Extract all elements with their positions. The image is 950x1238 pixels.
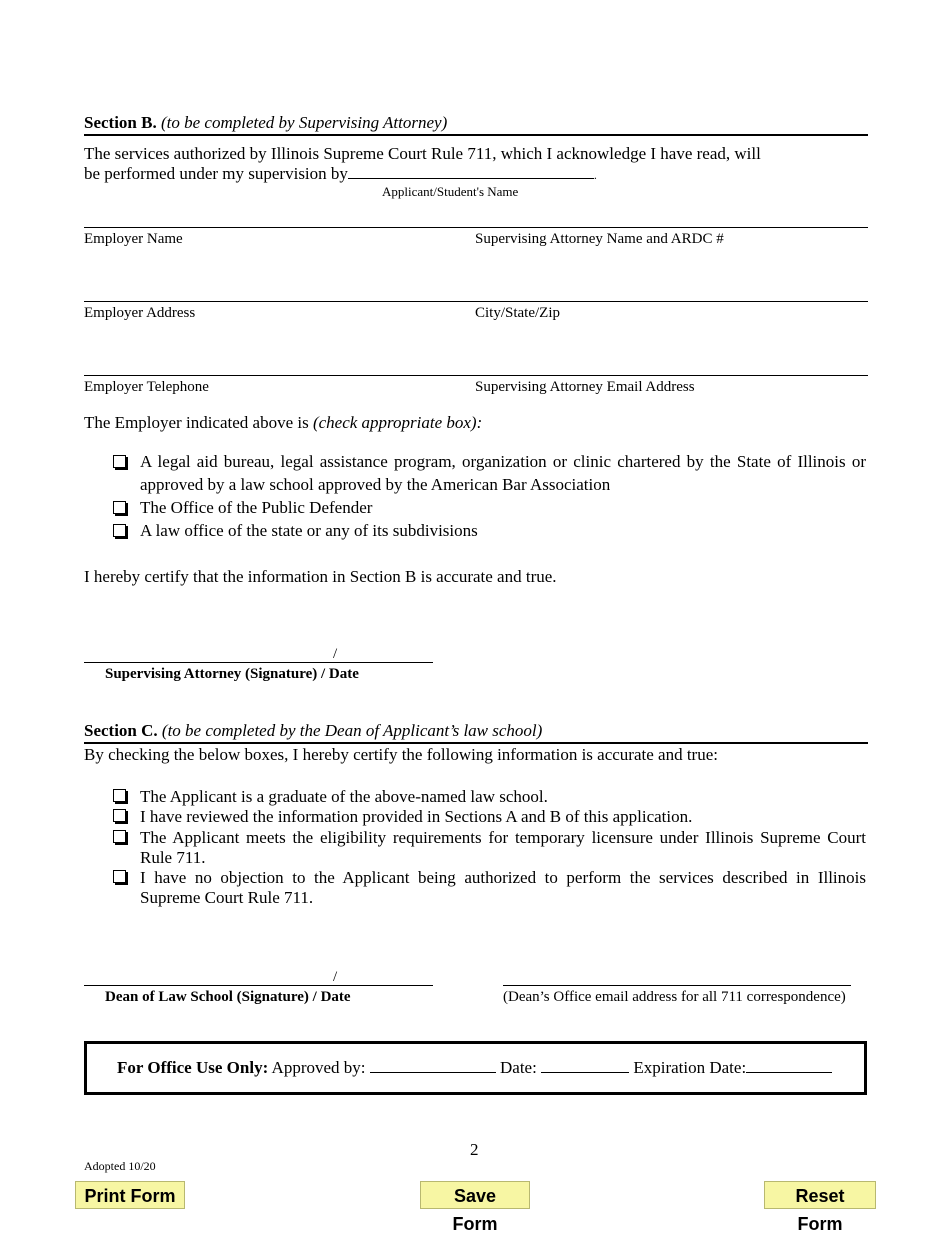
section-c-rule [84,742,868,744]
employer-name-rule[interactable] [84,227,868,228]
attorney-signature-caption: Supervising Attorney (Signature) / Date [105,666,359,682]
employer-telephone-label: Employer Telephone [84,379,209,395]
public-defender-option-label: The Office of the Public Defender [140,498,373,517]
no-objection-checkbox[interactable] [113,870,126,883]
applicant-name-field[interactable] [348,164,594,179]
save-form-button[interactable]: Save Form [420,1181,530,1209]
adopted-date: Adopted 10/20 [84,1159,156,1173]
dean-signature-line[interactable] [84,985,433,986]
employer-address-rule[interactable] [84,301,868,302]
approved-by-field[interactable] [370,1058,496,1073]
legal-aid-checkbox[interactable] [113,455,126,468]
reviewed-option-label: I have reviewed the information provided in Sections A and B of this application. [140,807,693,826]
section-b-heading: Section B. (to be completed by Supervising Attorney) [84,113,448,132]
state-law-office-checkbox[interactable] [113,524,126,537]
expiration-date-field[interactable] [746,1058,832,1073]
employer-address-label: Employer Address [84,305,196,321]
attorney-signature-slash: / [333,646,338,662]
supervising-attorney-email-label: Supervising Attorney Email Address [475,379,695,395]
legal-aid-option-label: A legal aid bureau, legal assistance program, organization or clinic chartered by the State of Illinois or approved by a law school approved by the American Bar Association [140,452,866,494]
dean-email-caption: (Dean’s Office email address for all 711 correspondence) [503,989,846,1005]
page-number: 2 [470,1140,479,1159]
section-c-intro: By checking the below boxes, I hereby certify the following information is accurate and true: [84,745,718,764]
no-objection-option-label: I have no objection to the Applicant being authorized to perform the services described in Illinois Supreme Court Rule 711. [140,868,866,907]
employer-prompt: The Employer indicated above is (check appropriate box): [84,413,483,432]
city-state-zip-label: City/State/Zip [475,305,560,321]
graduate-checkbox[interactable] [113,789,126,802]
graduate-option-label: The Applicant is a graduate of the above-named law school. [140,787,548,806]
eligibility-option-label: The Applicant meets the eligibility requirements for temporary licensure under Illinois Supreme Court Rule 711. [140,828,866,867]
section-b-intro: The services authorized by Illinois Supreme Court Rule 711, which I acknowledge I have read, will be performed under my supervision by . [84,144,761,183]
reviewed-checkbox[interactable] [113,809,126,822]
eligibility-checkbox[interactable] [113,830,126,843]
attorney-signature-line[interactable] [84,662,433,663]
supervising-attorney-name-label: Supervising Attorney Name and ARDC # [475,231,724,247]
section-c-heading: Section C. (to be completed by the Dean of Applicant’s law school) [84,721,543,740]
date-field[interactable] [541,1058,629,1073]
employer-name-label: Employer Name [84,231,183,247]
print-form-button[interactable]: Print Form [75,1181,185,1209]
office-use-line: For Office Use Only: Approved by: Date: Expiration Date: [117,1058,832,1078]
public-defender-checkbox[interactable] [113,501,126,514]
section-b-rule [84,134,868,136]
section-b-certify: I hereby certify that the information in Section B is accurate and true. [84,567,557,586]
reset-form-button[interactable]: Reset Form [764,1181,876,1209]
state-law-office-option-label: A law office of the state or any of its subdivisions [140,521,478,540]
applicant-name-caption: Applicant/Student's Name [382,184,519,199]
office-use-box [84,1041,867,1095]
employer-telephone-rule[interactable] [84,375,868,376]
dean-signature-caption: Dean of Law School (Signature) / Date [105,989,351,1005]
dean-signature-slash: / [333,969,338,985]
dean-email-line[interactable] [503,985,851,986]
